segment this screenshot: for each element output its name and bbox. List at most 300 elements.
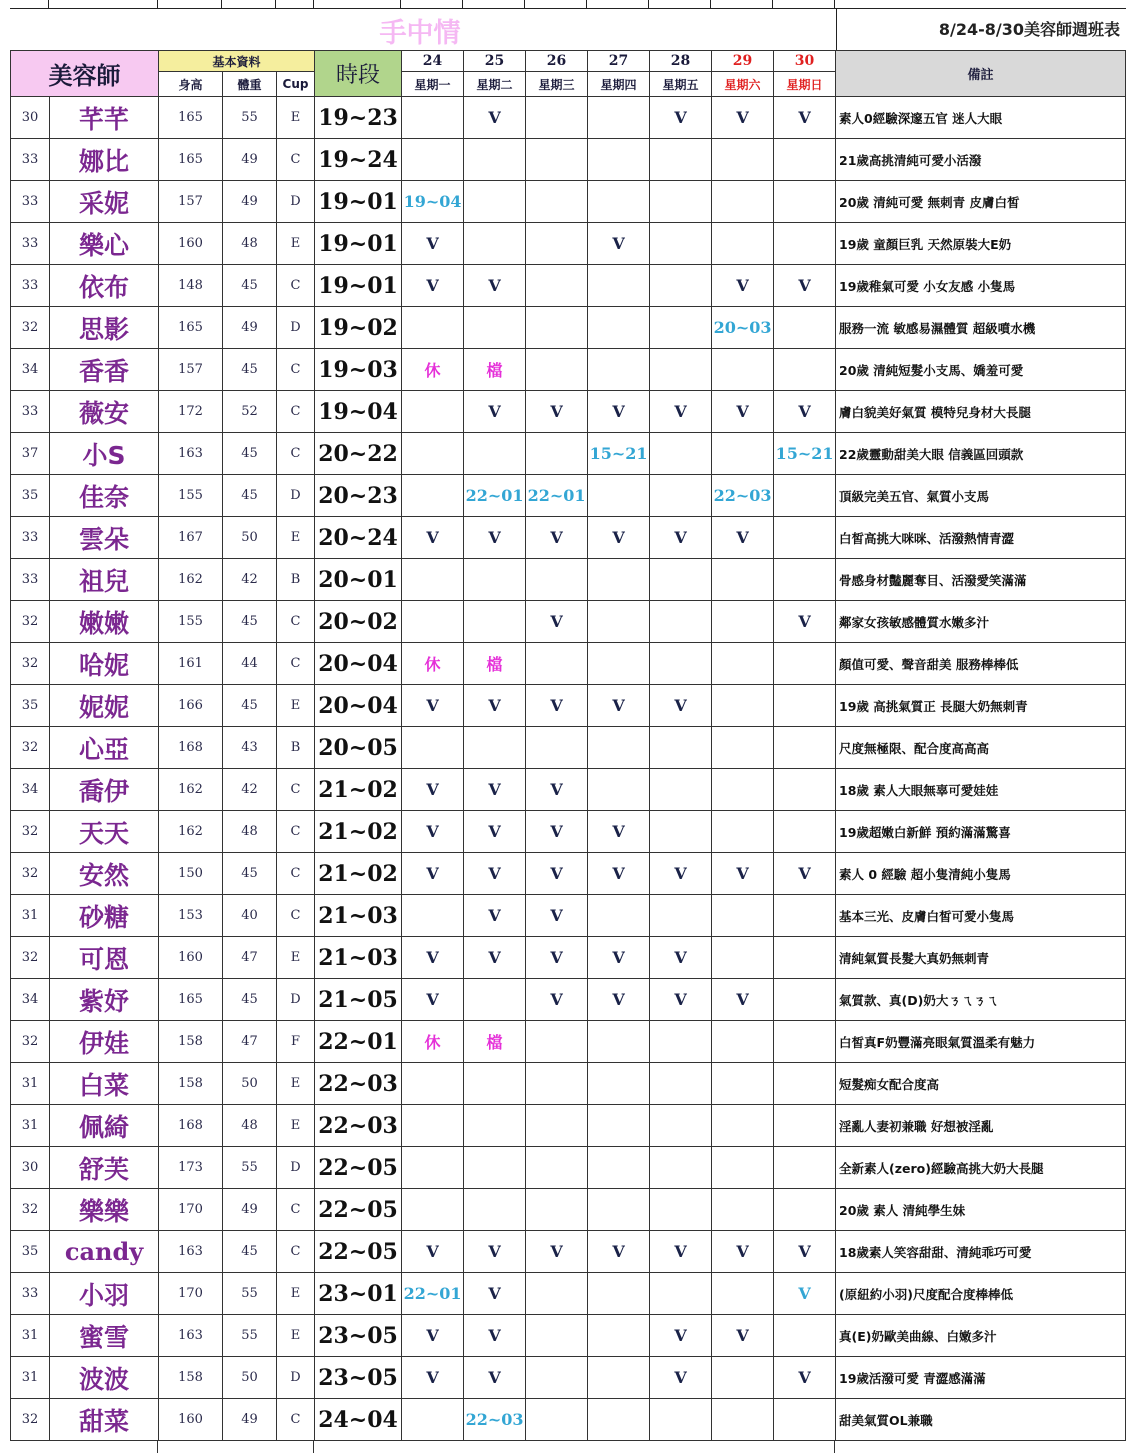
- schedule-cell: [588, 601, 650, 643]
- schedule-cell: [774, 1399, 836, 1441]
- schedule-cell: [712, 349, 774, 391]
- schedule-mark: V: [426, 528, 439, 547]
- table-row: [11, 433, 1126, 475]
- beautician-name: 波波: [50, 1357, 159, 1399]
- weight-value: 55: [223, 1273, 277, 1315]
- cup-value: C: [277, 265, 315, 307]
- schedule-cell: [464, 139, 526, 181]
- schedule-cell: [712, 937, 774, 979]
- schedule-mark: 檔: [486, 1033, 503, 1052]
- schedule-cell: [402, 265, 464, 307]
- schedule-mark: V: [798, 108, 811, 127]
- beautician-name: 安然: [50, 853, 159, 895]
- schedule-cell: [712, 895, 774, 937]
- remark-text: 19歲活潑可愛 青澀感滿滿: [836, 1357, 1126, 1399]
- row-number: 32: [11, 853, 50, 895]
- cup-value: E: [277, 1063, 315, 1105]
- beautician-name: 佩綺: [50, 1105, 159, 1147]
- height-value: 161: [159, 643, 223, 685]
- table-row: [11, 811, 1126, 853]
- table-row: [11, 139, 1126, 181]
- cup-value: C: [277, 1231, 315, 1273]
- beautician-name: 舒芙: [50, 1147, 159, 1189]
- time-slot-value: 24~04: [315, 1399, 402, 1441]
- schedule-cell: [526, 853, 588, 895]
- schedule-cell: [464, 1231, 526, 1273]
- schedule-cell: [712, 433, 774, 475]
- schedule-mark: V: [426, 696, 439, 715]
- schedule-cell: [712, 853, 774, 895]
- schedule-mark: V: [488, 822, 501, 841]
- time-slot-value: 19~01: [315, 223, 402, 265]
- time-slot-value: 20~01: [315, 559, 402, 601]
- weight-value: 47: [223, 1021, 277, 1063]
- height-value: 173: [159, 1147, 223, 1189]
- row-number: 31: [11, 1105, 50, 1147]
- schedule-cell: [464, 769, 526, 811]
- height-value: 165: [159, 139, 223, 181]
- schedule-mark: V: [426, 864, 439, 883]
- schedule-cell: [588, 559, 650, 601]
- remark-text: 服務一流 敏感易濕體質 超級噴水機: [836, 307, 1126, 349]
- table-row: [11, 349, 1126, 391]
- schedule-cell: [774, 1357, 836, 1399]
- weekday-header: 星期一: [402, 72, 464, 97]
- schedule-cell: [712, 475, 774, 517]
- schedule-cell: [526, 307, 588, 349]
- schedule-cell: [712, 1315, 774, 1357]
- schedule-cell: [774, 601, 836, 643]
- schedule-cell: [464, 601, 526, 643]
- schedule-cell: [526, 643, 588, 685]
- schedule-cell: [774, 643, 836, 685]
- schedule-cell: [650, 1063, 712, 1105]
- schedule-cell: [650, 643, 712, 685]
- schedule-cell: [712, 265, 774, 307]
- schedule-cell: [774, 349, 836, 391]
- row-number: 30: [11, 1147, 50, 1189]
- schedule-table: [10, 50, 1126, 1441]
- schedule-cell: [712, 1357, 774, 1399]
- beautician-header: 美容師: [11, 51, 159, 97]
- schedule-cell: [402, 181, 464, 223]
- table-row: [11, 559, 1126, 601]
- schedule-cell: [588, 517, 650, 559]
- remark-text: 20歲 清純短髮小支馬、嬌羞可愛: [836, 349, 1126, 391]
- schedule-cell: [774, 223, 836, 265]
- weight-value: 55: [223, 1315, 277, 1357]
- schedule-cell: [712, 811, 774, 853]
- schedule-cell: [402, 1147, 464, 1189]
- beautician-name: 砂糖: [50, 895, 159, 937]
- schedule-mark: V: [426, 234, 439, 253]
- remark-text: 真(E)奶歐美曲線、白嫩多汁: [836, 1315, 1126, 1357]
- table-row: [11, 685, 1126, 727]
- schedule-cell: [464, 1147, 526, 1189]
- schedule-cell: [464, 811, 526, 853]
- schedule-cell: [712, 1273, 774, 1315]
- schedule-cell: [588, 727, 650, 769]
- schedule-cell: [402, 223, 464, 265]
- schedule-cell: [650, 265, 712, 307]
- date-header: 24: [402, 51, 464, 72]
- row-number: 31: [11, 1357, 50, 1399]
- weight-value: 45: [223, 853, 277, 895]
- cup-value: C: [277, 391, 315, 433]
- date-header: 25: [464, 51, 526, 72]
- cup-value: E: [277, 1105, 315, 1147]
- schedule-mark: V: [488, 906, 501, 925]
- schedule-cell: [650, 853, 712, 895]
- beautician-name: 佳奈: [50, 475, 159, 517]
- schedule-cell: [712, 223, 774, 265]
- schedule-cell: [526, 181, 588, 223]
- schedule-cell: [774, 937, 836, 979]
- schedule-cell: [774, 307, 836, 349]
- beautician-name: 香香: [50, 349, 159, 391]
- schedule-cell: [588, 1315, 650, 1357]
- schedule-cell: [588, 1231, 650, 1273]
- row-number: 35: [11, 475, 50, 517]
- schedule-cell: [526, 1189, 588, 1231]
- time-slot-value: 20~04: [315, 685, 402, 727]
- schedule-cell: [650, 1273, 712, 1315]
- table-row: [11, 475, 1126, 517]
- schedule-mark: 22~01: [527, 486, 586, 505]
- weight-value: 50: [223, 1063, 277, 1105]
- schedule-cell: [650, 811, 712, 853]
- table-row: [11, 1231, 1126, 1273]
- schedule-cell: [650, 979, 712, 1021]
- schedule-cell: [402, 1357, 464, 1399]
- table-row: [11, 643, 1126, 685]
- time-slot-value: 21~05: [315, 979, 402, 1021]
- time-slot-value: 20~23: [315, 475, 402, 517]
- schedule-cell: [402, 97, 464, 139]
- schedule-mark: V: [736, 276, 749, 295]
- schedule-mark: V: [426, 990, 439, 1009]
- schedule-mark: V: [612, 990, 625, 1009]
- cup-value: E: [277, 97, 315, 139]
- beautician-name: 心亞: [50, 727, 159, 769]
- schedule-mark: V: [798, 1284, 811, 1303]
- weekday-header: 星期四: [588, 72, 650, 97]
- schedule-cell: [650, 601, 712, 643]
- schedule-cell: [402, 937, 464, 979]
- schedule-cell: [712, 517, 774, 559]
- table-row: [11, 769, 1126, 811]
- height-value: 163: [159, 1231, 223, 1273]
- schedule-cell: [402, 1021, 464, 1063]
- schedule-mark: V: [674, 990, 687, 1009]
- schedule-cell: [526, 97, 588, 139]
- schedule-mark: V: [426, 822, 439, 841]
- table-row: [11, 1357, 1126, 1399]
- height-value: 168: [159, 727, 223, 769]
- schedule-cell: [402, 1273, 464, 1315]
- remarks-header: 備註: [836, 51, 1126, 97]
- height-value: 158: [159, 1063, 223, 1105]
- schedule-cell: [588, 1357, 650, 1399]
- schedule-cell: [402, 1231, 464, 1273]
- schedule-cell: [774, 181, 836, 223]
- time-slot-value: 19~24: [315, 139, 402, 181]
- schedule-mark: V: [550, 612, 563, 631]
- height-value: 162: [159, 811, 223, 853]
- schedule-cell: [464, 181, 526, 223]
- schedule-cell: [712, 601, 774, 643]
- row-number: 32: [11, 937, 50, 979]
- schedule-mark: V: [488, 780, 501, 799]
- row-number: 33: [11, 139, 50, 181]
- beautician-name: 薇安: [50, 391, 159, 433]
- schedule-cell: [526, 979, 588, 1021]
- schedule-mark: V: [612, 528, 625, 547]
- height-value: 166: [159, 685, 223, 727]
- weight-value: 48: [223, 811, 277, 853]
- weight-value: 42: [223, 769, 277, 811]
- table-row: [11, 1147, 1126, 1189]
- schedule-period-title: 8/24-8/30美容師週班表: [836, 9, 1126, 51]
- schedule-cell: [774, 895, 836, 937]
- time-slot-value: 19~03: [315, 349, 402, 391]
- table-row: [11, 1189, 1126, 1231]
- weight-value: 49: [223, 307, 277, 349]
- weight-value: 45: [223, 433, 277, 475]
- height-header: 身高: [159, 72, 223, 97]
- remark-text: 素人0經驗深邃五官 迷人大眼: [836, 97, 1126, 139]
- cup-value: D: [277, 979, 315, 1021]
- schedule-cell: [402, 811, 464, 853]
- height-value: 170: [159, 1189, 223, 1231]
- weight-value: 44: [223, 643, 277, 685]
- time-slot-value: 21~02: [315, 811, 402, 853]
- row-number: 33: [11, 517, 50, 559]
- height-value: 162: [159, 559, 223, 601]
- schedule-cell: [774, 139, 836, 181]
- schedule-cell: [402, 727, 464, 769]
- height-value: 150: [159, 853, 223, 895]
- schedule-cell: [774, 1315, 836, 1357]
- schedule-mark: 休: [424, 655, 441, 674]
- remark-text: 19歲超嫩白新鮮 預約滿滿驚喜: [836, 811, 1126, 853]
- remark-text: 18歲素人笑容甜甜、清純乖巧可愛: [836, 1231, 1126, 1273]
- cup-value: B: [277, 559, 315, 601]
- schedule-cell: [588, 307, 650, 349]
- height-value: 160: [159, 1399, 223, 1441]
- time-slot-value: 21~02: [315, 853, 402, 895]
- schedule-cell: [526, 433, 588, 475]
- weight-value: 55: [223, 1147, 277, 1189]
- schedule-cell: [464, 97, 526, 139]
- schedule-cell: [712, 1147, 774, 1189]
- time-slot-value: 19~01: [315, 181, 402, 223]
- schedule-cell: [774, 685, 836, 727]
- weight-value: 43: [223, 727, 277, 769]
- schedule-mark: 15~21: [589, 444, 648, 463]
- cup-value: C: [277, 601, 315, 643]
- cup-value: C: [277, 1189, 315, 1231]
- weight-value: 49: [223, 1399, 277, 1441]
- weight-value: 52: [223, 391, 277, 433]
- schedule-mark: V: [426, 276, 439, 295]
- table-row: [11, 181, 1126, 223]
- schedule-mark: V: [612, 1242, 625, 1261]
- remark-text: (原紐約小羽)尺度配合度棒棒低: [836, 1273, 1126, 1315]
- schedule-cell: [464, 1021, 526, 1063]
- weight-value: 45: [223, 265, 277, 307]
- time-slot-value: 21~02: [315, 769, 402, 811]
- schedule-mark: V: [674, 528, 687, 547]
- schedule-cell: [402, 391, 464, 433]
- cup-value: C: [277, 139, 315, 181]
- height-value: 158: [159, 1021, 223, 1063]
- cup-value: C: [277, 895, 315, 937]
- height-value: 163: [159, 433, 223, 475]
- schedule-cell: [650, 1189, 712, 1231]
- row-number: 33: [11, 265, 50, 307]
- height-value: 148: [159, 265, 223, 307]
- schedule-cell: [402, 559, 464, 601]
- schedule-cell: [464, 1063, 526, 1105]
- beautician-name: 妮妮: [50, 685, 159, 727]
- height-value: 163: [159, 1315, 223, 1357]
- schedule-mark: V: [550, 402, 563, 421]
- schedule-sheet: [10, 0, 1126, 1449]
- schedule-cell: [712, 643, 774, 685]
- schedule-cell: [774, 1147, 836, 1189]
- schedule-cell: [774, 475, 836, 517]
- schedule-mark: 22~03: [465, 1410, 524, 1429]
- schedule-cell: [588, 769, 650, 811]
- cup-value: C: [277, 643, 315, 685]
- beautician-name: 小S: [50, 433, 159, 475]
- schedule-mark: V: [488, 1284, 501, 1303]
- schedule-cell: [526, 1063, 588, 1105]
- schedule-cell: [464, 265, 526, 307]
- schedule-mark: V: [550, 990, 563, 1009]
- schedule-mark: V: [488, 696, 501, 715]
- beautician-name: 可恩: [50, 937, 159, 979]
- time-slot-value: 23~01: [315, 1273, 402, 1315]
- height-value: 153: [159, 895, 223, 937]
- schedule-cell: [588, 1105, 650, 1147]
- schedule-cell: [402, 979, 464, 1021]
- schedule-mark: V: [488, 864, 501, 883]
- beautician-name: 樂心: [50, 223, 159, 265]
- cup-value: D: [277, 181, 315, 223]
- remark-text: 清純氣質長髮大真奶無刺青: [836, 937, 1126, 979]
- weight-value: 49: [223, 1189, 277, 1231]
- time-slot-value: 22~05: [315, 1231, 402, 1273]
- schedule-cell: [464, 1315, 526, 1357]
- schedule-cell: [650, 769, 712, 811]
- store-watermark: 手中情: [379, 18, 461, 49]
- remark-text: 氣質款、真(D)奶大ㄋㄟㄋㄟ: [836, 979, 1126, 1021]
- schedule-mark: V: [674, 108, 687, 127]
- schedule-cell: [464, 685, 526, 727]
- schedule-mark: V: [798, 1368, 811, 1387]
- remark-text: 素人 0 經驗 超小隻清純小隻馬: [836, 853, 1126, 895]
- weight-value: 45: [223, 979, 277, 1021]
- schedule-cell: [526, 811, 588, 853]
- height-value: 165: [159, 979, 223, 1021]
- schedule-cell: [464, 517, 526, 559]
- height-value: 162: [159, 769, 223, 811]
- beautician-name: 依布: [50, 265, 159, 307]
- schedule-cell: [588, 895, 650, 937]
- remark-text: 鄰家女孩敏感體質水嫩多汁: [836, 601, 1126, 643]
- remark-text: 21歲高挑清純可愛小活潑: [836, 139, 1126, 181]
- schedule-cell: [712, 559, 774, 601]
- schedule-cell: [774, 769, 836, 811]
- schedule-mark: V: [550, 906, 563, 925]
- remark-text: 20歲 素人 清純學生妹: [836, 1189, 1126, 1231]
- table-row: [11, 391, 1126, 433]
- table-row: [11, 727, 1126, 769]
- schedule-mark: 22~01: [465, 486, 524, 505]
- schedule-mark: V: [426, 1326, 439, 1345]
- schedule-mark: V: [674, 1326, 687, 1345]
- cup-value: E: [277, 1273, 315, 1315]
- schedule-cell: [402, 685, 464, 727]
- schedule-cell: [650, 97, 712, 139]
- time-slot-value: 20~02: [315, 601, 402, 643]
- weekday-header: 星期二: [464, 72, 526, 97]
- cup-value: C: [277, 811, 315, 853]
- remark-text: 18歲 素人大眼無辜可愛娃娃: [836, 769, 1126, 811]
- schedule-mark: V: [426, 948, 439, 967]
- height-value: 158: [159, 1357, 223, 1399]
- schedule-cell: [774, 265, 836, 307]
- schedule-cell: [588, 223, 650, 265]
- weekday-header: 星期日: [774, 72, 836, 97]
- table-row: [11, 1105, 1126, 1147]
- row-number: 30: [11, 97, 50, 139]
- remark-text: 甜美氣質OL兼職: [836, 1399, 1126, 1441]
- beautician-name: 嫩嫩: [50, 601, 159, 643]
- weight-value: 45: [223, 1231, 277, 1273]
- schedule-cell: [650, 349, 712, 391]
- schedule-mark: V: [550, 696, 563, 715]
- beautician-name: candy: [50, 1231, 159, 1273]
- cup-value: C: [277, 853, 315, 895]
- schedule-cell: [402, 1315, 464, 1357]
- height-value: 157: [159, 181, 223, 223]
- row-number: 34: [11, 769, 50, 811]
- cup-value: D: [277, 475, 315, 517]
- time-slot-value: 22~05: [315, 1147, 402, 1189]
- schedule-cell: [650, 1147, 712, 1189]
- schedule-cell: [650, 1357, 712, 1399]
- schedule-cell: [712, 307, 774, 349]
- date-header: 26: [526, 51, 588, 72]
- schedule-mark: V: [488, 276, 501, 295]
- schedule-mark: V: [736, 402, 749, 421]
- schedule-cell: [650, 685, 712, 727]
- schedule-mark: V: [674, 1242, 687, 1261]
- table-row: [11, 601, 1126, 643]
- schedule-cell: [712, 1231, 774, 1273]
- weight-value: 55: [223, 97, 277, 139]
- schedule-cell: [650, 181, 712, 223]
- table-row: [11, 979, 1126, 1021]
- schedule-cell: [464, 475, 526, 517]
- remark-text: 顏值可愛、聲音甜美 服務棒棒低: [836, 643, 1126, 685]
- schedule-cell: [650, 391, 712, 433]
- schedule-cell: [650, 1231, 712, 1273]
- schedule-cell: [526, 139, 588, 181]
